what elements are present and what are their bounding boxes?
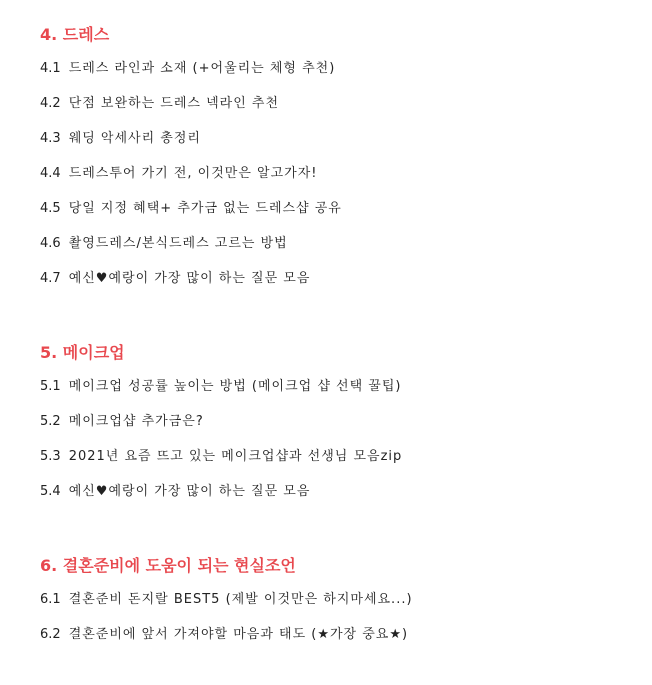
list-item[interactable]: [40, 625, 640, 645]
section-advice: [40, 556, 640, 660]
item-number: 4.3: [40, 131, 61, 146]
item-text: 2021년 요즘 뜨고 있는 메이크업샵과 선생님 모음zip: [68, 449, 403, 464]
item-text: 당일 지정 혜택+ 추가금 없는 드레스샵 공유: [68, 201, 342, 216]
item-number: 5.4: [40, 484, 61, 499]
item-text: 드레스 라인과 소재 (+어울리는 체형 추천): [68, 61, 336, 76]
list-item[interactable]: [40, 59, 640, 79]
list-item[interactable]: [40, 482, 640, 502]
item-number: 4.6: [40, 236, 61, 251]
item-text: 메이크업 성공률 높이는 방법 (메이크업 샵 선택 꿀팁): [68, 379, 402, 394]
item-number: 4.7: [40, 271, 61, 286]
item-text: 예신♥예랑이 가장 많이 하는 질문 모음: [68, 271, 311, 286]
item-text: 웨딩 악세사리 총정리: [68, 131, 201, 146]
item-number: 4.4: [40, 166, 61, 181]
list-item[interactable]: [40, 199, 640, 219]
item-list: [40, 377, 640, 502]
item-text: 촬영드레스/본식드레스 고르는 방법: [68, 236, 288, 251]
item-text: 예신♥예랑이 가장 많이 하는 질문 모음: [68, 484, 311, 499]
list-item[interactable]: [40, 164, 640, 184]
item-number: 4.2: [40, 96, 61, 111]
item-list: [40, 59, 640, 289]
item-number: 5.2: [40, 414, 61, 429]
item-number: 5.3: [40, 449, 61, 464]
list-item[interactable]: [40, 129, 640, 149]
item-text: 메이크업샵 추가금은?: [68, 414, 204, 429]
list-item[interactable]: [40, 234, 640, 254]
section-title: 4. 드레스: [40, 25, 110, 44]
section-title: 5. 메이크업: [40, 343, 125, 362]
section-dress: [40, 25, 640, 304]
section-title: 6. 결혼준비에 도움이 되는 현실조언: [40, 556, 296, 575]
section-makeup: [40, 343, 640, 517]
list-item[interactable]: [40, 377, 640, 397]
item-number: 6.2: [40, 627, 61, 642]
item-text: 결혼준비 돈지랄 BEST5 (제발 이것만은 하지마세요...): [68, 592, 413, 607]
item-text: 드레스투어 가기 전, 이것만은 알고가자!: [68, 166, 318, 181]
item-text: 결혼준비에 앞서 가져야할 마음과 태도 (★가장 중요★): [68, 627, 409, 642]
list-item[interactable]: [40, 269, 640, 289]
list-item[interactable]: [40, 412, 640, 432]
list-item[interactable]: [40, 590, 640, 610]
item-text: 단점 보완하는 드레스 넥라인 추천: [68, 96, 280, 111]
item-number: 4.5: [40, 201, 61, 216]
item-list: [40, 590, 640, 645]
item-number: 4.1: [40, 61, 61, 76]
list-item[interactable]: [40, 94, 640, 114]
item-number: 5.1: [40, 379, 61, 394]
list-item[interactable]: [40, 447, 640, 467]
item-number: 6.1: [40, 592, 61, 607]
